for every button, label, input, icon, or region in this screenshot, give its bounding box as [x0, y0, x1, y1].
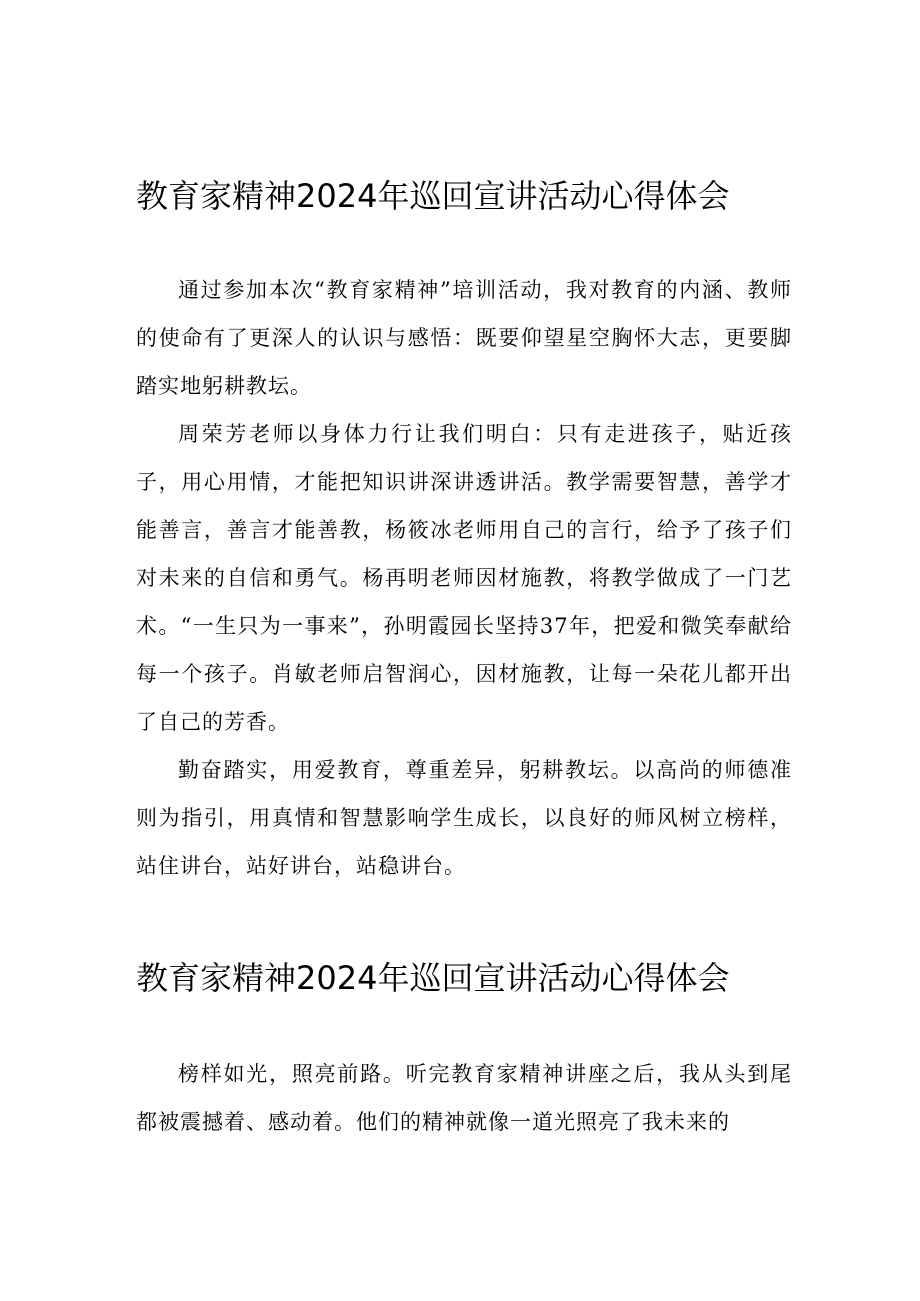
article-title: 教育家精神2024年巡回宣讲活动心得体会	[136, 959, 730, 997]
article-title: 教育家精神2024年巡回宣讲活动心得体会	[136, 177, 730, 215]
paragraph: 通过参加本次“教育家精神”培训活动，我对教育的内涵、教师的使命有了更深人的认识与感悟：既要仰望星空胸怀大志，更要脚踏实地躬耕教坛。	[136, 278, 792, 398]
paragraph: 勤奋踏实，用爱教育，尊重差异，躬耕教坛。以高尚的师德准则为指引，用真情和智慧影响学生成长，以良好的师风树立榜样，站住讲台，站好讲台，站稳讲台。	[136, 758, 792, 878]
paragraph: 周荣芳老师以身体力行让我们明白：只有走进孩子，贴近孩子，用心用情，才能把知识讲深讲透讲活。教学需要智慧，善学才能善言，善言才能善教，杨筱冰老师用自己的言行，给予了孩子们对未来的自信和勇气。杨再明老师因材施教，将教学做成了一门艺术。“一生只为一事来”，孙明霞园长坚持37年，把爱和微笑奉献给每一个孩子。肖敏老师启智润心，因材施教，让每一朵花儿都开出了自己的芳香。	[136, 422, 792, 734]
paragraph: 榜样如光，照亮前路。听完教育家精神讲座之后，我从头到尾都被震撼着、感动着。他们的精神就像一道光照亮了我未来的	[136, 1062, 792, 1134]
